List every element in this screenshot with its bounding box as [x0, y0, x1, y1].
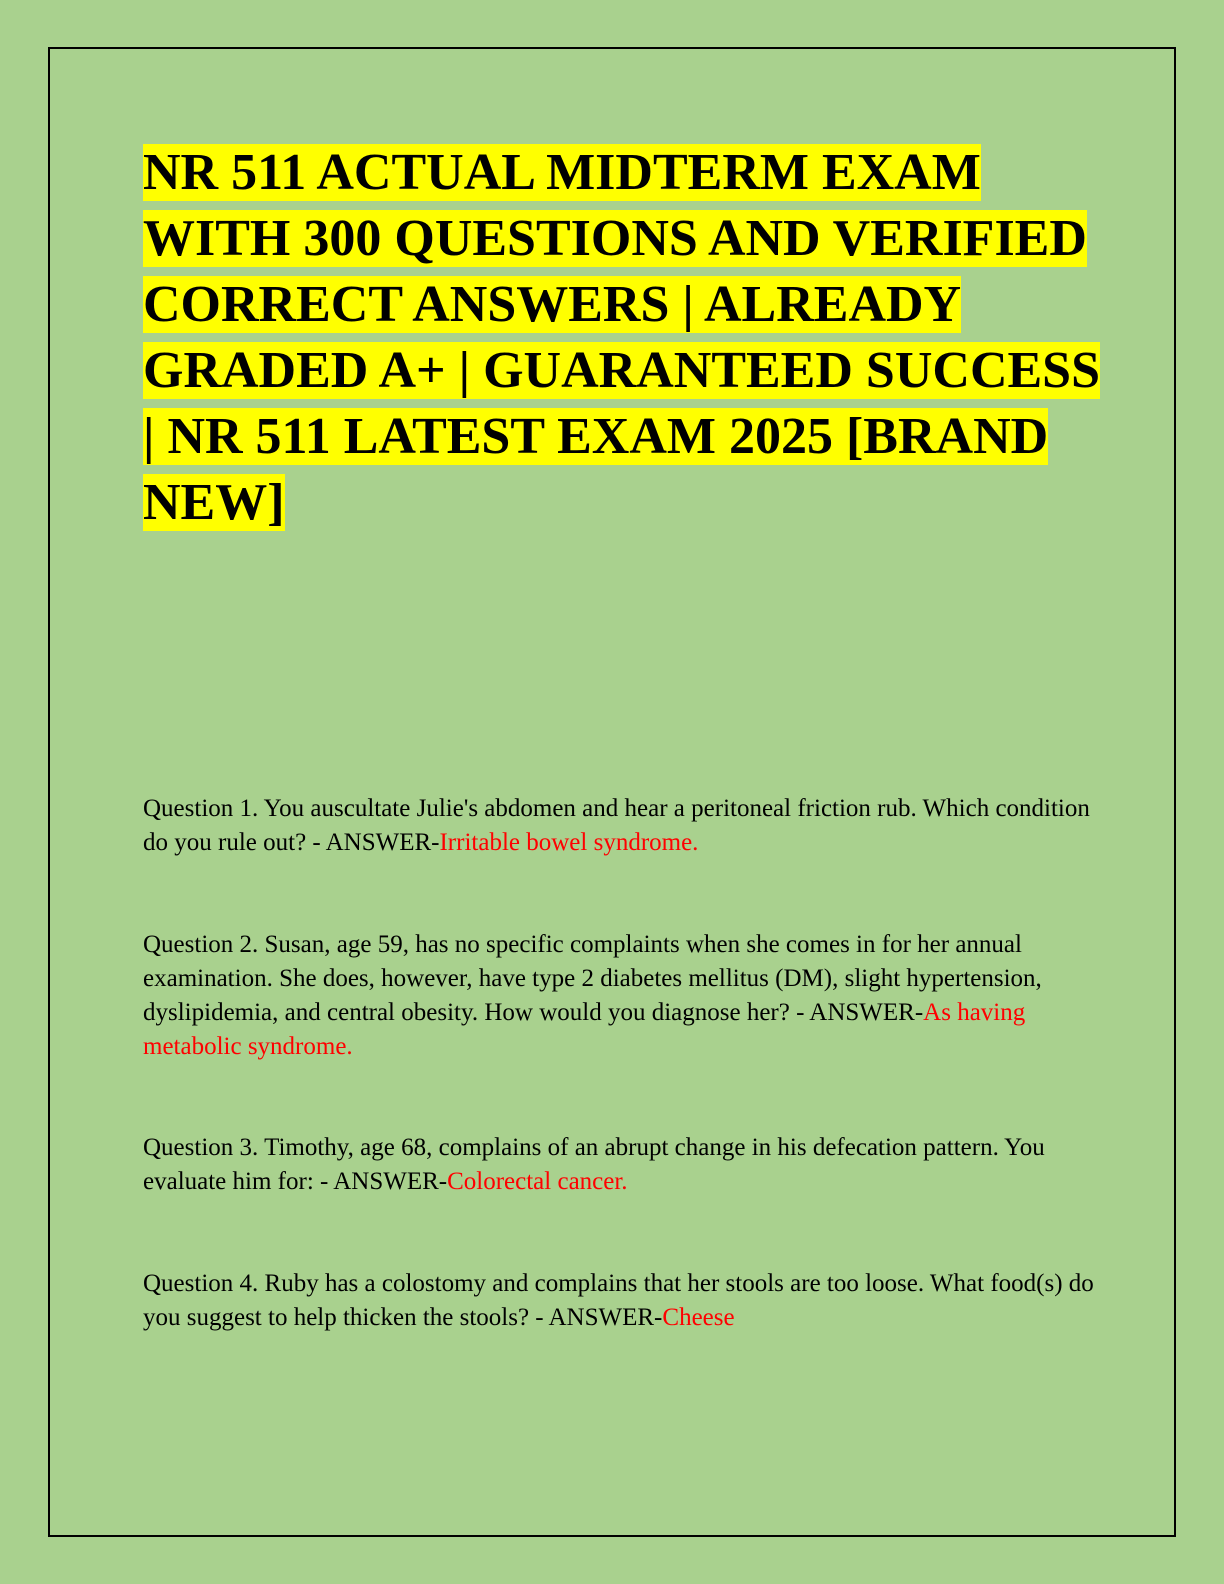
- question-text: Question 2. Susan, age 59, has no specific complaints when she comes in for her annual examination. She does, however, have type 2 diabetes mellitus (DM), slight hypertension, dyslipidemia, and central obesity. How would you diagnose her? - ANSWER-: [143, 931, 1042, 1026]
- question-item: [143, 1131, 1103, 1199]
- answer-text: As having metabolic syndrome.: [143, 999, 1026, 1060]
- question-item: [143, 792, 1103, 860]
- question-text: Question 1. You auscultate Julie's abdomen and hear a peritoneal friction rub. Which condition do you rule out? - ANSWER-: [143, 795, 1090, 856]
- answer-text: Cheese: [662, 1304, 735, 1331]
- question-text: Question 4. Ruby has a colostomy and complains that her stools are too loose. What food(s) do you suggest to help thicken the stools? - ANSWER-: [143, 1270, 1094, 1331]
- question-text: Question 3. Timothy, age 68, complains of an abrupt change in his defecation pattern. You evaluate him for: - ANSWER-: [143, 1134, 1045, 1195]
- question-item: [143, 1267, 1103, 1335]
- answer-text: Colorectal cancer.: [447, 1168, 628, 1195]
- question-item: [143, 928, 1103, 1064]
- answer-text: Irritable bowel syndrome.: [439, 829, 699, 856]
- title-highlight: NR 511 ACTUAL MIDTERM EXAM WITH 300 QUESTIONS AND VERIFIED CORRECT ANSWERS | ALREADY GRADED A+ | GUARANTEED SUCCESS | NR 511 LATEST EXAM 2025 [BRAND NEW]: [143, 144, 1101, 531]
- document-title: [143, 140, 1103, 536]
